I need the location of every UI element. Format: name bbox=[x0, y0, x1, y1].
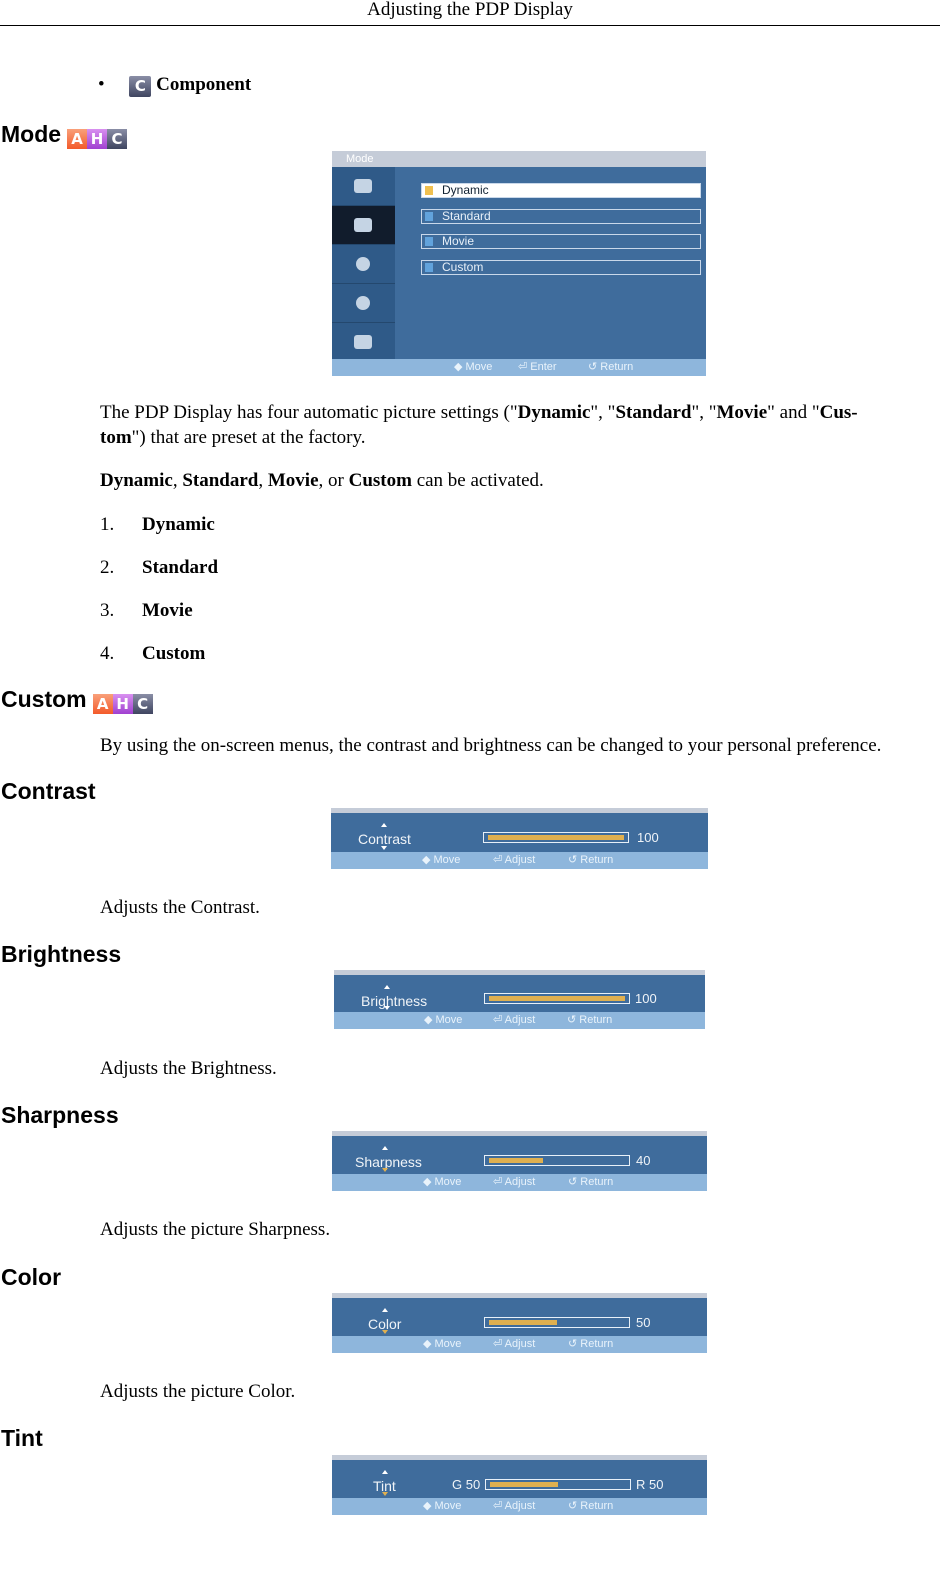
brightness-value: 100 bbox=[635, 991, 657, 1006]
contrast-osd bbox=[331, 808, 708, 869]
mode-list-item: 4. Custom bbox=[100, 643, 206, 664]
sharpness-label: Sharpness bbox=[355, 1154, 422, 1170]
adjust-hint: ⏎ Adjust bbox=[493, 1500, 536, 1512]
header-title: Adjusting the PDP Display bbox=[367, 0, 573, 20]
move-hint: ◆ Move bbox=[423, 1500, 462, 1512]
mode-heading-text: Mode bbox=[1, 121, 62, 147]
mode-activation-text: Dynamic, Standard, Movie, or Custom can be activated. bbox=[100, 470, 544, 491]
ahc-badge-icon: A H C bbox=[67, 129, 127, 149]
move-hint: ◆ Move bbox=[423, 1338, 462, 1350]
sharpness-value: 40 bbox=[636, 1153, 651, 1168]
contrast-slider[interactable] bbox=[483, 832, 629, 843]
osd-footer bbox=[332, 1336, 707, 1353]
tint-green-value: G 50 bbox=[452, 1477, 481, 1492]
sidebar-tab-sound-icon[interactable] bbox=[332, 245, 395, 284]
ahc-badge-icon: A H C bbox=[93, 694, 153, 714]
osd-footer bbox=[332, 359, 706, 376]
contrast-description: Adjusts the Contrast. bbox=[100, 897, 260, 918]
tint-heading: Tint bbox=[1, 1425, 43, 1451]
return-hint: ↺ Return bbox=[568, 1338, 614, 1350]
component-line bbox=[98, 74, 251, 97]
custom-heading-text: Custom bbox=[1, 686, 87, 712]
color-description: Adjusts the picture Color. bbox=[100, 1381, 296, 1402]
tint-red-value: R 50 bbox=[636, 1477, 664, 1492]
color-heading: Color bbox=[1, 1264, 62, 1290]
adjust-hint: ⏎ Adjust bbox=[493, 1014, 536, 1026]
adjust-hint: ⏎ Adjust bbox=[493, 1338, 536, 1350]
adjust-hint: ⏎ Adjust bbox=[493, 1176, 536, 1188]
osd-footer bbox=[332, 1498, 707, 1515]
tint-slider[interactable] bbox=[485, 1479, 631, 1490]
brightness-slider[interactable] bbox=[484, 993, 630, 1004]
move-hint: ◆ Move bbox=[423, 1176, 462, 1188]
custom-heading bbox=[1, 686, 153, 714]
return-hint: ↺ Return bbox=[588, 361, 634, 373]
tint-slider-fill bbox=[490, 1482, 558, 1487]
sharpness-heading: Sharpness bbox=[1, 1102, 119, 1128]
osd-body bbox=[332, 167, 706, 359]
mode-item-movie[interactable]: Movie bbox=[421, 234, 701, 249]
brightness-heading: Brightness bbox=[1, 941, 122, 967]
contrast-value: 100 bbox=[637, 830, 659, 845]
custom-description: By using the on-screen menus, the contrast and brightness can be changed to your personal preference. bbox=[100, 735, 882, 756]
sharpness-slider-fill bbox=[489, 1158, 543, 1163]
contrast-heading: Contrast bbox=[1, 778, 96, 804]
sharpness-slider[interactable] bbox=[484, 1155, 630, 1166]
color-value: 50 bbox=[636, 1315, 651, 1330]
color-slider[interactable] bbox=[484, 1317, 630, 1328]
adjust-hint: ⏎ Adjust bbox=[493, 854, 536, 866]
sidebar-tab-setup-icon[interactable] bbox=[332, 284, 395, 323]
sharpness-description: Adjusts the picture Sharpness. bbox=[100, 1219, 331, 1240]
sidebar-tab-multi-control-icon[interactable] bbox=[332, 323, 395, 360]
mode-osd-menu bbox=[332, 151, 706, 376]
return-hint: ↺ Return bbox=[568, 1176, 614, 1188]
mode-description: The PDP Display has four automatic picture settings ("Dynamic", "Standard", "Movie" and "Cus- tom") that are preset at the factory. bbox=[100, 402, 858, 448]
sidebar-tab-picture-icon[interactable] bbox=[332, 206, 395, 245]
mode-item-dynamic[interactable]: Dynamic bbox=[421, 183, 701, 198]
brightness-osd bbox=[334, 970, 705, 1029]
brightness-label: Brightness bbox=[361, 993, 428, 1009]
move-hint: ◆ Move bbox=[424, 1014, 463, 1026]
return-hint: ↺ Return bbox=[568, 1500, 614, 1512]
osd-footer bbox=[334, 1012, 705, 1029]
osd-footer bbox=[331, 852, 708, 869]
mode-list-item: 3. Movie bbox=[100, 600, 193, 621]
tint-osd bbox=[332, 1455, 707, 1515]
osd-title: Mode bbox=[332, 151, 706, 167]
mode-heading bbox=[1, 121, 127, 149]
contrast-slider-fill bbox=[488, 835, 624, 840]
move-hint: ◆ Move bbox=[454, 361, 493, 373]
mode-item-standard[interactable]: Standard bbox=[421, 209, 701, 224]
bullet: • bbox=[98, 74, 105, 95]
brightness-description: Adjusts the Brightness. bbox=[100, 1058, 277, 1079]
color-osd bbox=[332, 1293, 707, 1353]
mode-item-custom[interactable]: Custom bbox=[421, 260, 701, 275]
mode-list-item: 1. Dynamic bbox=[100, 514, 215, 535]
enter-hint: ⏎ Enter bbox=[518, 361, 557, 373]
sidebar-tab-input-icon[interactable] bbox=[332, 167, 395, 206]
osd-footer bbox=[332, 1174, 707, 1191]
return-hint: ↺ Return bbox=[568, 854, 614, 866]
component-icon: C bbox=[129, 76, 151, 97]
mode-list-item: 2. Standard bbox=[100, 557, 219, 578]
component-label: Component bbox=[156, 74, 252, 95]
color-slider-fill bbox=[489, 1320, 557, 1325]
sharpness-osd bbox=[332, 1131, 707, 1191]
color-label: Color bbox=[368, 1316, 402, 1332]
move-hint: ◆ Move bbox=[422, 854, 461, 866]
brightness-slider-fill bbox=[489, 996, 625, 1001]
return-hint: ↺ Return bbox=[567, 1014, 613, 1026]
contrast-label: Contrast bbox=[358, 831, 411, 847]
tint-label: Tint bbox=[373, 1478, 396, 1494]
running-header bbox=[0, 0, 940, 26]
